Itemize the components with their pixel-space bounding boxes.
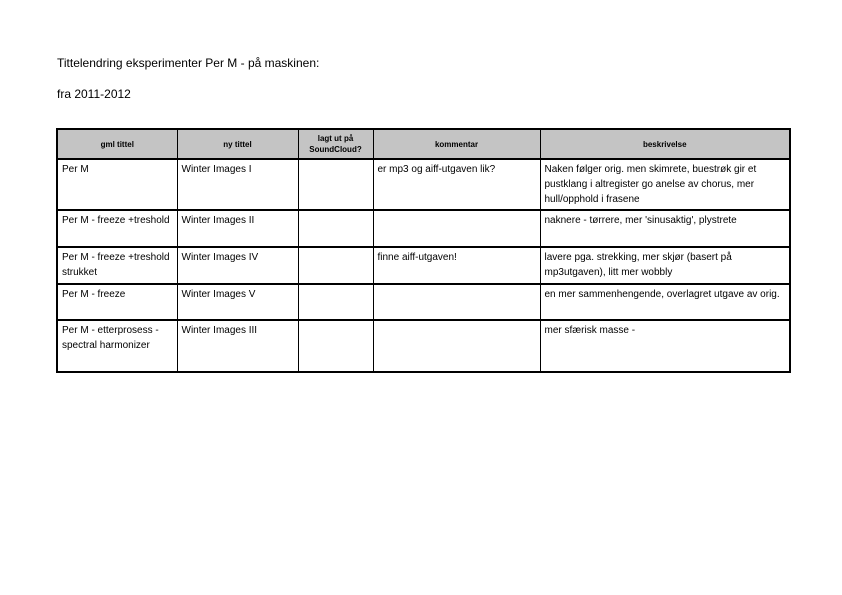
table-row xyxy=(57,210,790,247)
column-header-kommentar: kommentar xyxy=(373,129,540,159)
column-header-gml-tittel: gml tittel xyxy=(57,129,177,159)
cell-ny-tittel: Winter Images III xyxy=(177,320,298,372)
cell-soundcloud xyxy=(298,247,373,284)
cell-kommentar: er mp3 og aiff-utgaven lik? xyxy=(373,159,540,210)
cell-beskrivelse: naknere - tørrere, mer 'sinusaktig', plystrete xyxy=(540,210,790,247)
column-header-beskrivelse: beskrivelse xyxy=(540,129,790,159)
cell-gml-tittel: Per M xyxy=(57,159,177,210)
cell-kommentar xyxy=(373,284,540,320)
page-title: Tittelendring eksperimenter Per M - på maskinen: xyxy=(57,56,320,70)
cell-gml-tittel: Per M - freeze +treshold strukket xyxy=(57,247,177,284)
cell-ny-tittel: Winter Images I xyxy=(177,159,298,210)
cell-soundcloud xyxy=(298,210,373,247)
cell-ny-tittel: Winter Images IV xyxy=(177,247,298,284)
cell-gml-tittel: Per M - etterprosess - spectral harmonizer xyxy=(57,320,177,372)
cell-kommentar xyxy=(373,320,540,372)
cell-kommentar xyxy=(373,210,540,247)
cell-gml-tittel: Per M - freeze +treshold xyxy=(57,210,177,247)
cell-ny-tittel: Winter Images V xyxy=(177,284,298,320)
column-header-ny-tittel: ny tittel xyxy=(177,129,298,159)
table-header-row xyxy=(57,129,790,159)
cell-soundcloud xyxy=(298,284,373,320)
cell-kommentar: finne aiff-utgaven! xyxy=(373,247,540,284)
cell-soundcloud xyxy=(298,320,373,372)
cell-soundcloud xyxy=(298,159,373,210)
cell-gml-tittel: Per M - freeze xyxy=(57,284,177,320)
cell-beskrivelse: en mer sammenhengende, overlagret utgave av orig. xyxy=(540,284,790,320)
title-changes-table xyxy=(56,128,791,373)
table-row xyxy=(57,284,790,320)
cell-beskrivelse: lavere pga. strekking, mer skjør (basert på mp3utgaven), litt mer wobbly xyxy=(540,247,790,284)
table-row xyxy=(57,247,790,284)
cell-ny-tittel: Winter Images II xyxy=(177,210,298,247)
column-header-soundcloud: lagt ut på SoundCloud? xyxy=(298,129,373,159)
table-row xyxy=(57,320,790,372)
page-subtitle: fra 2011-2012 xyxy=(57,87,131,101)
cell-beskrivelse: Naken følger orig. men skimrete, buestrøk gir et pustklang i altregister go anelse av chorus, mer hull/opphold i frasene xyxy=(540,159,790,210)
table-row xyxy=(57,159,790,210)
cell-beskrivelse: mer sfærisk masse - xyxy=(540,320,790,372)
